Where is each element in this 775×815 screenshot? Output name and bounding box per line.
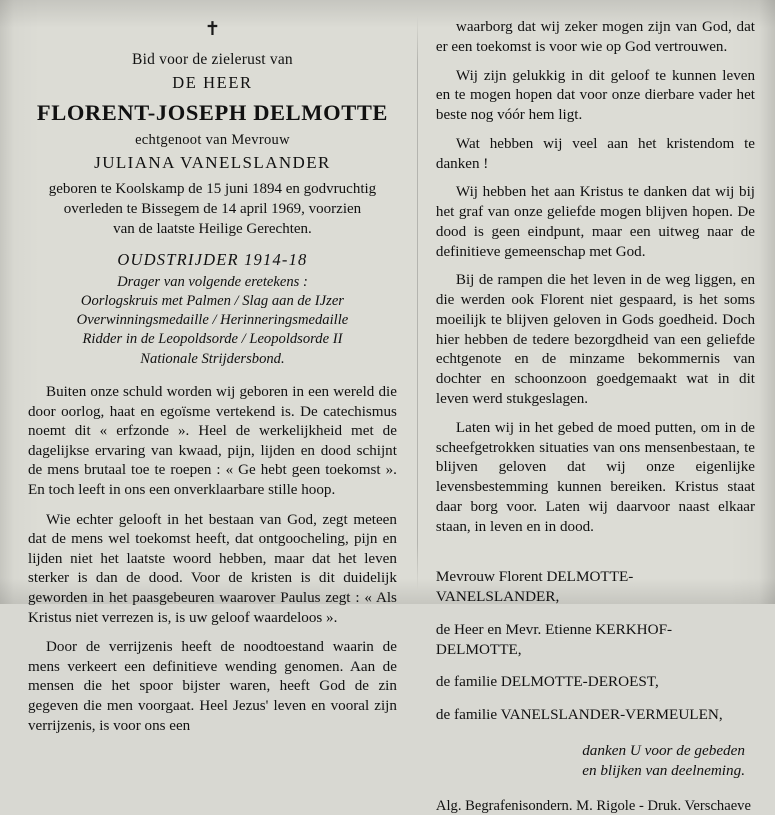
- honorific: DE HEER: [172, 72, 253, 92]
- paragraph: Door de verrijzenis heeft de noodtoestand waarin de mens verkeert een definitieve wending genomen. Aan de mensen die het spoor bijster waren, heeft God de zin gegeven die men voorgaat. Heel Jezus' leven en vooral zijn verrijzenis, is voor ons een: [28, 639, 397, 734]
- family-line: de Heer en Mevr. Etienne KERKHOF-DELMOTTE,: [435, 620, 673, 658]
- thanks-line: en blijken van deelneming.: [582, 761, 745, 779]
- family-list: [436, 567, 755, 780]
- medals-block: [28, 273, 397, 369]
- right-page: [424, 12, 765, 815]
- veteran-title: OUDSTRIJDER 1914-18: [117, 249, 308, 269]
- left-body-text: [28, 383, 397, 736]
- spouse-name: JULIANA VANELSLANDER: [94, 153, 331, 173]
- medal-line: Ridder in de Leopoldsorde / Leopoldsorde II: [82, 331, 343, 348]
- family-line: de familie DELMOTTE-DEROEST,: [435, 673, 659, 691]
- right-body-text: [436, 18, 755, 537]
- paragraph: waarborg dat wij zeker mogen zijn van God, dat er een toekomst is voor wie op God vertrouwen.: [435, 19, 755, 55]
- family-line: de familie VANELSLANDER-VERMEULEN,: [435, 706, 723, 724]
- left-page: [10, 12, 415, 734]
- paragraph: Wij hebben het aan Kristus te danken dat wij bij het graf van onze geliefde mogen blijven hopen. De dood is geen eindpunt, maar een uitweg naar de definitieve gemeenschap met God.: [435, 184, 755, 260]
- thanks-block: [436, 741, 755, 781]
- paragraph: Wij zijn gelukkig in dit geloof te kunnen leven en te mogen hopen dat voor onze dierbare vader het beste nog vóór hem ligt.: [435, 67, 755, 124]
- paragraph: Buiten onze schuld worden wij geboren in een wereld die door oorlog, haat en egoïsme vertekend is. De catechismus noemt dit « erfzonde ». Heel de werkelijkheid met de dagelijkse ervaring van kwaad, pijn, lijden en dood schijnt de mens brutaal toe te roepen : « Ge hebt geen toekomst ». En toch leeft in ons een onverklaarbare stille hoop.: [28, 383, 397, 498]
- intro-line: Bid voor de zielerust van: [132, 51, 293, 68]
- spouse-label: echtgenoot van Mevrouw: [135, 132, 290, 149]
- family-line: Mevrouw Florent DELMOTTE-VANELSLANDER,: [435, 568, 634, 606]
- paragraph: Wat hebben wij veel aan het kristendom te danken !: [435, 135, 755, 172]
- memorial-header: [28, 50, 397, 369]
- paragraph: Laten wij in het gebed de moed putten, om in de scheefgetrokken situaties van ons mensenbestaan, te blijven geloven dat wij onze eigenlijke levensbestemming kunnen bereiken. Kristus staat daar borg voor. Laten wij daarvoor naast elkaar staan, in leven en in dood.: [435, 419, 755, 535]
- medal-line: Nationale Strijdersbond.: [140, 350, 285, 367]
- deceased-name: FLORENT-JOSEPH DELMOTTE: [36, 99, 389, 125]
- medals-lead: Drager van volgende eretekens :: [117, 273, 308, 290]
- latin-cross-icon: ✝: [204, 19, 221, 40]
- paragraph: Wie echter gelooft in het bestaan van God, zegt meteen dat de mens wel toekomst heeft, dat ontgoocheling, pijn en lijden niet het laatste woord hebben, maar dat het leven sterker is dan de dood. Voor de kristen is dit duidelijk geworden in het paasgebeuren waarover Paulus zegt : « Als Kristus niet verrezen is, is uw geloof waardeloos ».: [28, 511, 397, 626]
- medal-line: Overwinningsmedaille / Herinneringsmedaille: [76, 312, 349, 329]
- medal-line: Oorlogskruis met Palmen / Slag aan de IJzer: [80, 292, 344, 309]
- page-divider: [417, 16, 418, 590]
- thanks-line: danken U voor de gebeden: [582, 741, 745, 759]
- sacraments-line: van de laatste Heilige Gerechten.: [113, 220, 312, 237]
- paragraph: Bij de rampen die het leven in de weg liggen, en die werden ook Florent niet gespaard, is het soms moeilijk te blijven geloven in Gods goedheid. Doch hier hebben de tedere bezorgdheid van een geliefde echtgenote en de minzame bekommernis van dochter en schoonzoon goedgemaakt wat in dit leven werd stukgeslagen.: [435, 272, 755, 408]
- death-line: overleden te Bissegem de 14 april 1969, voorzien: [63, 201, 362, 217]
- printer-imprint: Alg. Begrafenisondern. M. Rigole - Druk. Verschaeve: [435, 798, 751, 815]
- birth-line: geboren te Koolskamp de 15 juni 1894 en godvruchtig: [48, 181, 377, 198]
